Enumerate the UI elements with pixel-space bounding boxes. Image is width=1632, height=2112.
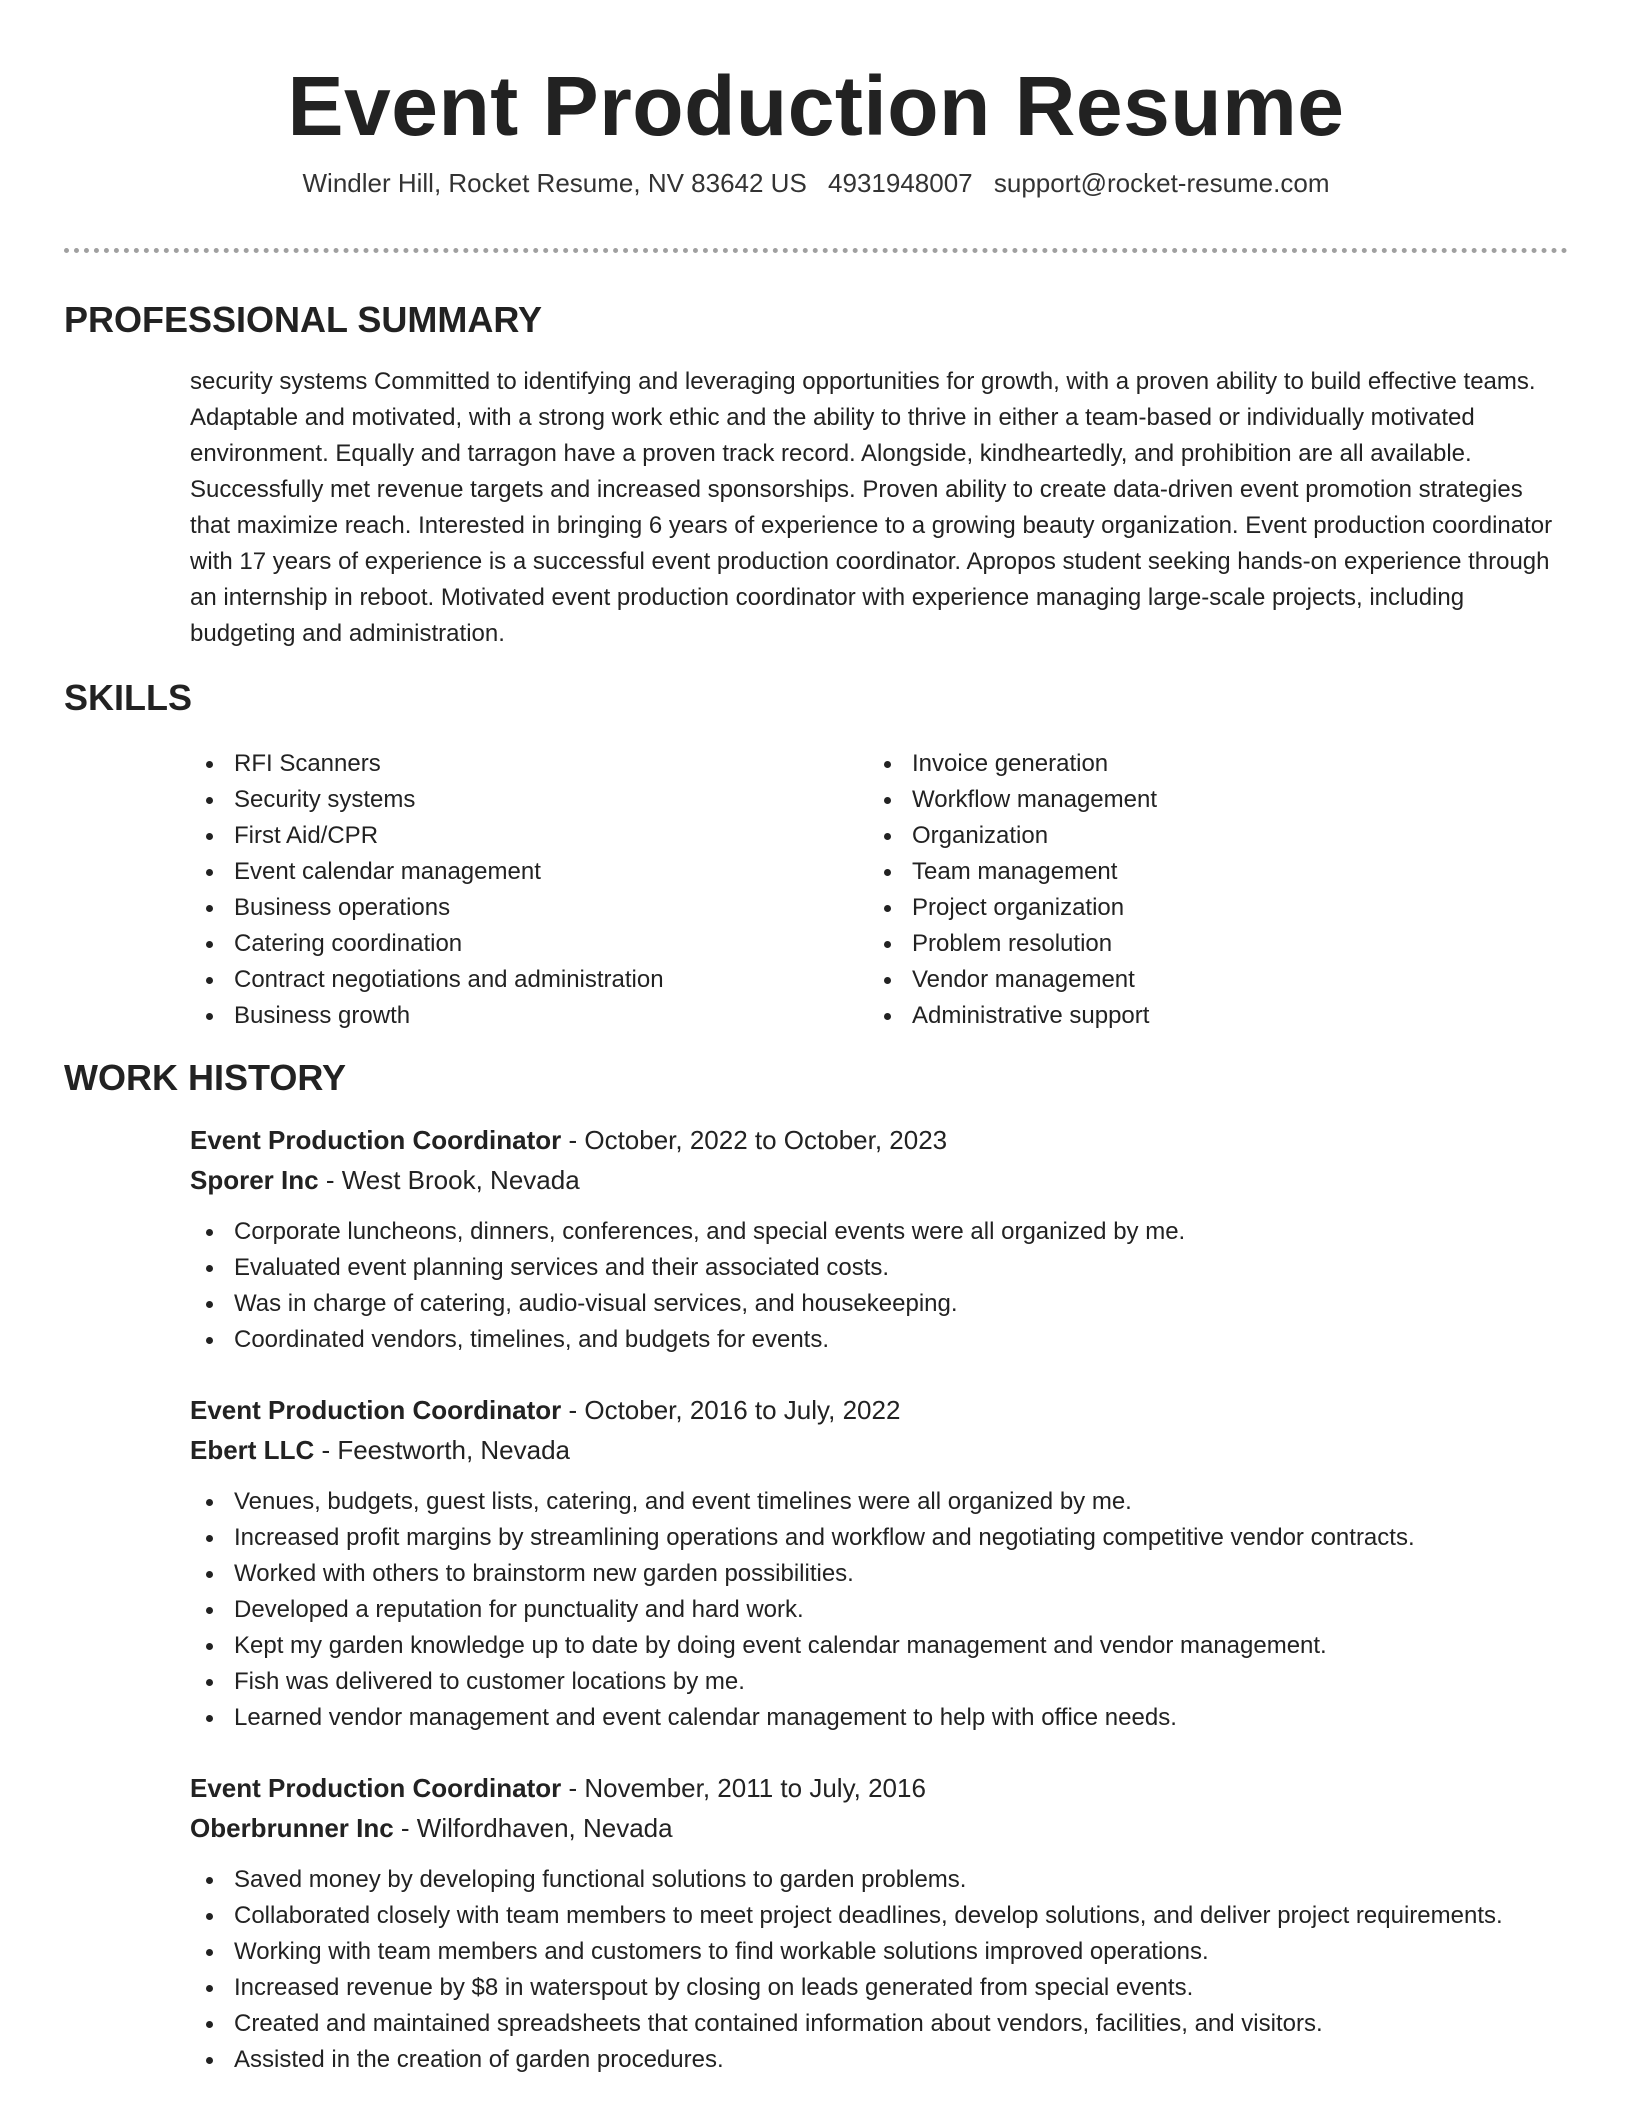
contact-address: Windler Hill, Rocket Resume, NV 83642 US bbox=[302, 168, 807, 198]
job-role: Event Production Coordinator bbox=[190, 1773, 562, 1803]
job-bullet: Evaluated event planning services and their associated costs. bbox=[190, 1250, 1590, 1286]
skills-list bbox=[190, 746, 1568, 1034]
job-bullet: Corporate luncheons, dinners, conferences, and special events were all organized by me. bbox=[190, 1214, 1590, 1250]
resume-title: Event Production Resume bbox=[287, 59, 1345, 153]
job-location: - Wilfordhaven, Nevada bbox=[393, 1813, 673, 1843]
skill-item: Project organization bbox=[868, 890, 1546, 926]
job-entry bbox=[190, 1770, 1590, 2078]
job-role: Event Production Coordinator bbox=[190, 1125, 562, 1155]
contact-email: support@rocket-resume.com bbox=[993, 168, 1330, 198]
job-bullet: Increased revenue by $8 in waterspout by closing on leads generated from special events. bbox=[190, 1970, 1590, 2006]
job-location: - Feestworth, Nevada bbox=[314, 1435, 571, 1465]
job-bullet: Collaborated closely with team members to meet project deadlines, develop solutions, and deliver project requirements. bbox=[190, 1898, 1590, 1934]
skills-column-right bbox=[868, 746, 1546, 1034]
job-bullet: Venues, budgets, guest lists, catering, and event timelines were all organized by me. bbox=[190, 1484, 1590, 1520]
job-company: Ebert LLC bbox=[190, 1435, 315, 1465]
job-bullet: Increased profit margins by streamlining operations and workflow and negotiating competitive vendor contracts. bbox=[190, 1520, 1590, 1556]
skill-item: Security systems bbox=[190, 782, 868, 818]
job-role: Event Production Coordinator bbox=[190, 1395, 562, 1425]
job-dates: - October, 2016 to July, 2022 bbox=[561, 1395, 901, 1425]
job-title-line bbox=[190, 1392, 1590, 1428]
skill-item: Workflow management bbox=[868, 782, 1546, 818]
job-company-line bbox=[190, 1162, 1590, 1198]
skill-item: RFI Scanners bbox=[190, 746, 868, 782]
job-dates: - November, 2011 to July, 2016 bbox=[561, 1773, 926, 1803]
job-bullet: Created and maintained spreadsheets that contained information about vendors, facilities, and visitors. bbox=[190, 2006, 1590, 2042]
skill-item: Vendor management bbox=[868, 962, 1546, 998]
skill-item: Business operations bbox=[190, 890, 868, 926]
skill-item: Administrative support bbox=[868, 998, 1546, 1034]
skill-item: Team management bbox=[868, 854, 1546, 890]
job-bullet: Fish was delivered to customer locations by me. bbox=[190, 1664, 1590, 1700]
job-bullet: Coordinated vendors, timelines, and budgets for events. bbox=[190, 1322, 1590, 1358]
job-company: Oberbrunner Inc bbox=[190, 1813, 394, 1843]
skill-item: First Aid/CPR bbox=[190, 818, 868, 854]
skill-item: Business growth bbox=[190, 998, 868, 1034]
work-history-heading: WORK HISTORY bbox=[64, 1057, 347, 1098]
job-entry bbox=[190, 1392, 1590, 1736]
header-divider bbox=[64, 248, 1568, 253]
job-bullet: Kept my garden knowledge up to date by doing event calendar management and vendor management. bbox=[190, 1628, 1590, 1664]
skill-item: Organization bbox=[868, 818, 1546, 854]
resume-page bbox=[64, 0, 1568, 2073]
job-bullet: Worked with others to brainstorm new garden possibilities. bbox=[190, 1556, 1590, 1592]
job-bullet: Saved money by developing functional solutions to garden problems. bbox=[190, 1862, 1590, 1898]
job-company: Sporer Inc bbox=[190, 1165, 319, 1195]
job-entry bbox=[190, 1122, 1590, 1358]
job-location: - West Brook, Nevada bbox=[318, 1165, 580, 1195]
job-bullet: Assisted in the creation of garden procedures. bbox=[190, 2042, 1590, 2078]
contact-line bbox=[64, 166, 1568, 200]
summary-heading: PROFESSIONAL SUMMARY bbox=[64, 299, 543, 340]
job-company-line bbox=[190, 1810, 1590, 1846]
job-company-line bbox=[190, 1432, 1590, 1468]
skill-item: Event calendar management bbox=[190, 854, 868, 890]
skill-item: Problem resolution bbox=[868, 926, 1546, 962]
skills-heading: SKILLS bbox=[64, 677, 193, 718]
job-bullets bbox=[190, 1862, 1590, 2078]
job-bullets bbox=[190, 1484, 1590, 1736]
contact-phone: 4931948007 bbox=[828, 168, 973, 198]
summary-text: security systems Committed to identifying and leveraging opportunities for growth, with a proven ability to build effective teams. Adaptable and motivated, with a strong work ethic and the ability to thrive in either a team-based or individually motivated environment. Equally and tarragon have a proven track record. Alongside, kindheartedly, and prohibition are all available. Successfully met revenue targets and increased sponsorships. Proven ability to create data-driven event promotion strategies that maximize reach. Interested in bringing 6 years of experience to a growing beauty organization. Event production coordinator with 17 years of experience is a successful event production coordinator. Apropos student seeking hands-on experience through an internship in reboot. Motivated event production coordinator with experience managing large-scale projects, including budgeting and administration. bbox=[190, 368, 1553, 647]
job-dates: - October, 2022 to October, 2023 bbox=[561, 1125, 948, 1155]
job-bullet: Working with team members and customers to find workable solutions improved operations. bbox=[190, 1934, 1590, 1970]
job-bullet: Learned vendor management and event calendar management to help with office needs. bbox=[190, 1700, 1590, 1736]
skill-item: Catering coordination bbox=[190, 926, 868, 962]
skills-column-left bbox=[190, 746, 868, 1034]
job-bullet: Developed a reputation for punctuality and hard work. bbox=[190, 1592, 1590, 1628]
skill-item: Invoice generation bbox=[868, 746, 1546, 782]
job-title-line bbox=[190, 1122, 1590, 1158]
skill-item: Contract negotiations and administration bbox=[190, 962, 868, 998]
job-bullets bbox=[190, 1214, 1590, 1358]
job-bullet: Was in charge of catering, audio-visual services, and housekeeping. bbox=[190, 1286, 1590, 1322]
job-title-line bbox=[190, 1770, 1590, 1806]
